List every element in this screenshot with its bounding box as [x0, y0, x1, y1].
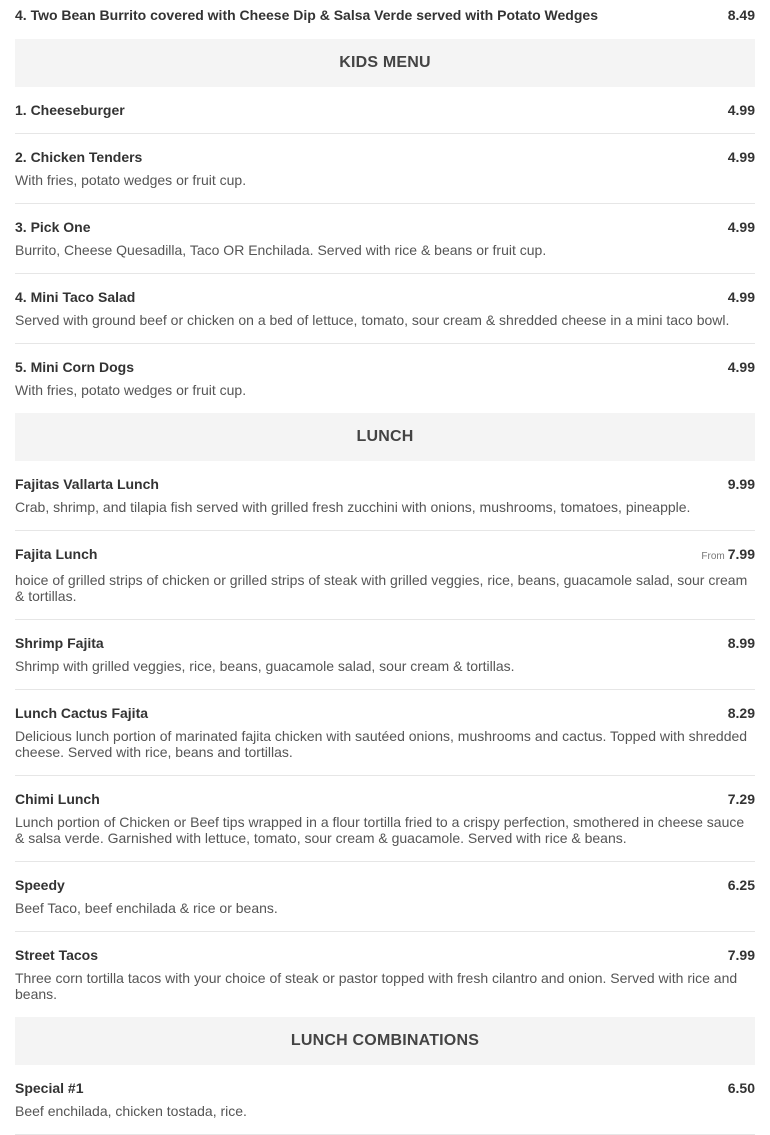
item-name: 1. Cheeseburger	[15, 102, 125, 118]
item-row	[15, 289, 755, 305]
item-price	[728, 877, 755, 893]
item-price	[728, 359, 755, 375]
price-prefix: From	[701, 551, 725, 562]
menu-item[interactable]	[15, 1065, 755, 1135]
menu-item[interactable]	[15, 531, 755, 620]
menu-item[interactable]	[15, 690, 755, 776]
menu-item[interactable]	[15, 134, 755, 204]
menu-item[interactable]	[15, 461, 755, 531]
item-row	[15, 1080, 755, 1096]
item-row	[15, 705, 755, 721]
item-name: Chimi Lunch	[15, 791, 100, 807]
item-row	[15, 791, 755, 807]
item-price: 8.49	[727, 7, 755, 23]
section-header: LUNCH COMBINATIONS	[15, 1017, 755, 1065]
item-name: 3. Pick One	[15, 219, 91, 235]
item-name: 2. Chicken Tenders	[15, 149, 143, 165]
item-description: Beef enchilada, chicken tostada, rice.	[15, 1103, 247, 1119]
item-price	[728, 705, 755, 721]
item-price	[728, 476, 755, 492]
item-name: Street Tacos	[15, 947, 98, 963]
item-name: Fajitas Vallarta Lunch	[15, 476, 159, 492]
item-description: Crab, shrimp, and tilapia fish served with grilled fresh zucchini with onions, mushrooms, tomatoes, pineapple.	[15, 499, 691, 515]
item-description: Served with ground beef or chicken on a bed of lettuce, tomato, sour cream & shredded cheese in a mini taco bowl.	[15, 312, 730, 328]
price-value: 8.99	[727, 635, 755, 651]
item-name: 5. Mini Corn Dogs	[15, 359, 134, 375]
section-header: KIDS MENU	[15, 39, 755, 87]
item-description: Delicious lunch portion of marinated fajita chicken with sautéed onions, mushrooms and cactus. Topped with shredded cheese. Served with rice, beans and tortillas.	[15, 728, 748, 760]
menu-item[interactable]	[15, 776, 755, 862]
item-row	[15, 149, 755, 165]
menu-item[interactable]	[15, 620, 755, 690]
item-description: Burrito, Cheese Quesadilla, Taco OR Enchilada. Served with rice & beans or fruit cup.	[15, 242, 547, 258]
item-row	[15, 546, 755, 565]
menu-item[interactable]	[15, 204, 755, 274]
item-row	[15, 877, 755, 893]
price-value: 7.99	[727, 947, 755, 963]
item-row	[15, 359, 755, 375]
item-row	[15, 219, 755, 235]
item-price	[728, 102, 755, 118]
menu-sections	[15, 39, 755, 1135]
item-name: Speedy	[15, 877, 65, 893]
item-price	[728, 635, 755, 651]
item-name: Special #1	[15, 1080, 84, 1096]
item-description: Three corn tortilla tacos with your choice of steak or pastor topped with fresh cilantro and onion. Served with rice and beans.	[15, 970, 738, 1002]
item-name: 4. Mini Taco Salad	[15, 289, 136, 305]
price-value: 9.99	[727, 476, 755, 492]
item-row	[15, 476, 755, 492]
price-value: 6.25	[727, 877, 755, 893]
item-description: With fries, potato wedges or fruit cup.	[15, 172, 247, 188]
item-name: Lunch Cactus Fajita	[15, 705, 149, 721]
item-price	[728, 791, 755, 807]
item-price	[728, 149, 755, 165]
item-price	[728, 1080, 755, 1096]
item-name: 4. Two Bean Burrito covered with Cheese Dip & Salsa Verde served with Potato Wedges	[15, 7, 598, 23]
price-value: 7.29	[727, 791, 755, 807]
item-description: Beef Taco, beef enchilada & rice or beans.	[15, 900, 278, 916]
item-price	[728, 947, 755, 963]
menu-item[interactable]	[15, 862, 755, 932]
price-value: 4.99	[727, 219, 755, 235]
price-value: 8.29	[727, 705, 755, 721]
item-price	[701, 546, 755, 565]
menu-item[interactable]	[15, 344, 755, 413]
menu-item[interactable]	[15, 0, 755, 39]
item-name: Shrimp Fajita	[15, 635, 104, 651]
item-name: Fajita Lunch	[15, 546, 98, 562]
item-description: With fries, potato wedges or fruit cup.	[15, 382, 247, 398]
price-value: 4.99	[727, 359, 755, 375]
item-row	[15, 635, 755, 651]
item-description: hoice of grilled strips of chicken or grilled strips of steak with grilled veggies, rice, beans, guacamole salad, sour cream & tortillas.	[15, 572, 748, 604]
item-row	[15, 947, 755, 963]
menu-item[interactable]	[15, 274, 755, 344]
price-value: 4.99	[727, 102, 755, 118]
menu-item[interactable]	[15, 932, 755, 1017]
menu-item[interactable]	[15, 87, 755, 134]
price-value: 6.50	[727, 1080, 755, 1096]
price-value: 7.99	[727, 546, 755, 562]
price-value: 4.99	[727, 149, 755, 165]
item-description: Shrimp with grilled veggies, rice, beans, guacamole salad, sour cream & tortillas.	[15, 658, 515, 674]
item-price	[728, 219, 755, 235]
item-description: Lunch portion of Chicken or Beef tips wrapped in a flour tortilla fried to a crispy perfection, smothered in cheese sauce & salsa verde. Garnished with lettuce, tomato, sour cream & guacamole. Served with rice & beans.	[15, 814, 745, 846]
section-header: LUNCH	[15, 413, 755, 461]
item-price	[728, 289, 755, 305]
item-row	[15, 102, 755, 118]
price-value: 4.99	[727, 289, 755, 305]
